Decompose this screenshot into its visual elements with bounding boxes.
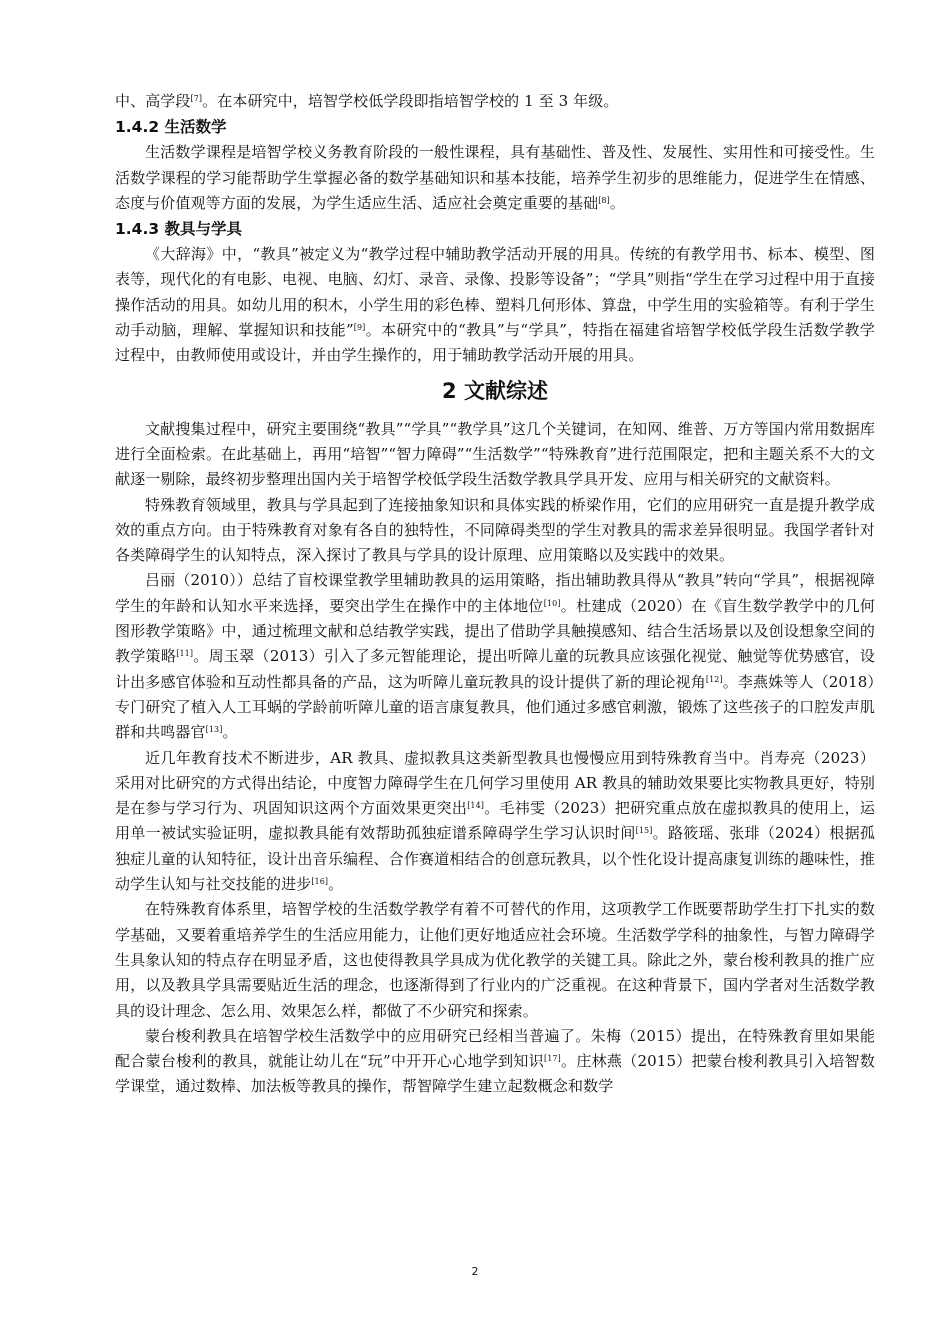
paragraph-ar-virtual-aids <box>115 746 875 898</box>
text: 吕丽（2010））总结了盲校课堂教学里辅助教具的运用策略，指出辅助教具得从“教具”转向“学具”，根据视障学生的年龄和认知水平来选择，要突出学生在操作中的主体地位 <box>115 571 875 615</box>
text: 。在本研究中，培智学校低学段即指培智学校的 1 至 3 年级。 <box>202 92 619 110</box>
text: 。庄林燕（2015）把蒙台梭利教具引入培智数学课堂，通过数棒、加法板等教具的操作，帮智障学生建立起数概念和数学 <box>115 1052 875 1096</box>
citation-16: [16] <box>311 877 329 887</box>
text: 。毛祎雯（2023）把研究重点放在虚拟教具的使用上，运用单一被试实验证明，虚拟教具能有效帮助孤独症谱系障碍学生学习认识时间 <box>115 799 875 843</box>
paragraph-continuation <box>115 89 875 114</box>
text: 中、高学段 <box>115 92 191 110</box>
citation-17: [17] <box>544 1054 561 1064</box>
citation-12: [12] <box>705 674 723 684</box>
paragraph-teaching-aids-definition <box>115 242 875 368</box>
text: 。本研究中的“教具”与“学具”，特指在福建省培智学校低学段生活数学教学过程中，由教师使用或设计，并由学生操作的，用于辅助教学活动开展的用具。 <box>115 321 875 365</box>
citation-10: [10] <box>543 598 561 608</box>
paragraph-montessori <box>115 1024 875 1100</box>
citation-15: [15] <box>635 826 653 836</box>
text: 。杜建成（2020）在《盲生数学教学中的几何图形教学策略》中，通过梳理文献和总结教学实践，提出了借助学具触摸感知、结合生活场景以及创设想象空间的教学策略 <box>115 596 875 666</box>
text: 生活数学课程是培智学校义务教育阶段的一般性课程，具有基础性、普及性、发展性、实用性和可接受性。生活数学课程的学习能帮助学生掌握必备的数学基础知识和基本技能，培养学生初步的思维能力，促进学生在情感、态度与价值观等方面的发展，为学生适应生活、适应社会奠定重要的基础 <box>115 143 875 212</box>
paragraph-life-math <box>115 140 875 216</box>
citation-7: [7] <box>190 94 203 103</box>
text: 蒙台梭利教具在培智学校生活数学中的应用研究已经相当普遍了。朱梅（2015）提出，在特殊教育里如果能配合蒙台梭利的教具，就能让幼儿在“玩”中开开心心地学到知识 <box>115 1026 875 1071</box>
text: 。 <box>222 723 238 742</box>
paragraph-search-method: 文献搜集过程中，研究主要围绕“教具”“学具”“教学具”这几个关键词，在知网、维普、万方等国内常用数据库进行全面检索。在此基础上，再用“培智”“智力障碍”“生活数学”“特殊教育”进行范围限定，把和主题关系不大的文献逐一剔除，最终初步整理出国内关于培智学校低学段生活数学教具学具开发、应用与相关研究的文献资料。 <box>115 419 875 489</box>
paragraph-special-education: 特殊教育领域里，教具与学具起到了连接抽象知识和具体实践的桥梁作用，它们的应用研究一直是提升教学成效的重点方向。由于特殊教育对象有各自的独特性，不同障碍类型的学生对教具的需求差异很明显。我国学者针对各类障碍学生的认知特点，深入探讨了教具与学具的设计原理、应用策略以及实践中的效果。 <box>115 495 875 565</box>
text: 《大辞海》中，“教具”被定义为“教学过程中辅助教学活动开展的用具。传统的有教学用书、标本、模型、图表等，现代化的有电影、电视、电脑、幻灯、录音、录像、投影等设备”；“学具”则指“学生在学习过程中用于直接操作活动的用具。如幼儿用的积木，小学生用的彩色棒、塑料几何形体、算盘，中学生用的实验箱等。有利于学生动手动脑，理解、掌握知识和技能” <box>115 245 875 340</box>
citation-8: [8] <box>598 195 610 205</box>
page-body <box>115 89 875 1100</box>
citation-11: [11] <box>176 649 194 659</box>
citation-13: [13] <box>205 725 223 735</box>
page-number: 2 <box>471 1265 479 1278</box>
chapter-heading-literature-review: 2 文献综述 <box>442 378 548 403</box>
text: 近几年教育技术不断进步，AR 教具、虚拟教具这类新型教具也慢慢应用到特殊教育当中。肖寿亮（2023）采用对比研究的方式得出结论，中度智力障碍学生在几何学习里使用 AR 教具的辅助效果要比实物教具更好，特别是在参与学习行为、巩固知识这两个方面效果更突出 <box>115 748 875 818</box>
text: 。 <box>328 875 344 894</box>
section-heading-1-4-3: 1.4.3 教具与学具 <box>115 220 243 239</box>
paragraph-sensory-aids <box>115 568 875 745</box>
text: 。李燕姝等人（2018）专门研究了植入人工耳蜗的学龄前听障儿童的语言康复教具，他们通过多感官刺激，锻炼了这些孩子的口腔发声肌群和共鸣器官 <box>115 672 876 742</box>
paragraph-life-math-teaching: 在特殊教育体系里，培智学校的生活数学教学有着不可替代的作用，这项教学工作既要帮助学生打下扎实的数学基础，又要着重培养学生的生活应用能力，让他们更好地适应社会环境。生活数学学科的抽象性，与智力障碍学生具象认知的特点存在明显矛盾，这也使得教具学具成为优化教学的关键工具。除此之外，蒙台梭利教具的推广应用，以及教具学具需要贴近生活的理念，也逐渐得到了行业内的广泛重视。在这种背景下，国内学者对生活数学教具的设计理念、怎么用、效果怎么样，都做了不少研究和探索。 <box>115 900 875 1020</box>
citation-14: [14] <box>467 801 485 811</box>
text: 。路筱瑶、张琲（2024）根据孤独症儿童的认知特征，设计出音乐编程、合作赛道相结合的创意玩教具，以个性化设计提高康复训练的趣味性，推动学生认知与社交技能的进步 <box>115 824 876 894</box>
citation-9: [9] <box>353 323 366 333</box>
section-heading-1-4-2: 1.4.2 生活数学 <box>115 118 227 137</box>
text: 。周玉翠（2013）引入了多元智能理论，提出听障儿童的玩教具应该强化视觉、触觉等优势感官，设计出多感官体验和互动性都具备的产品，这为听障儿童玩教具的设计提供了新的理论视角 <box>115 647 876 691</box>
text: 。 <box>609 193 625 212</box>
